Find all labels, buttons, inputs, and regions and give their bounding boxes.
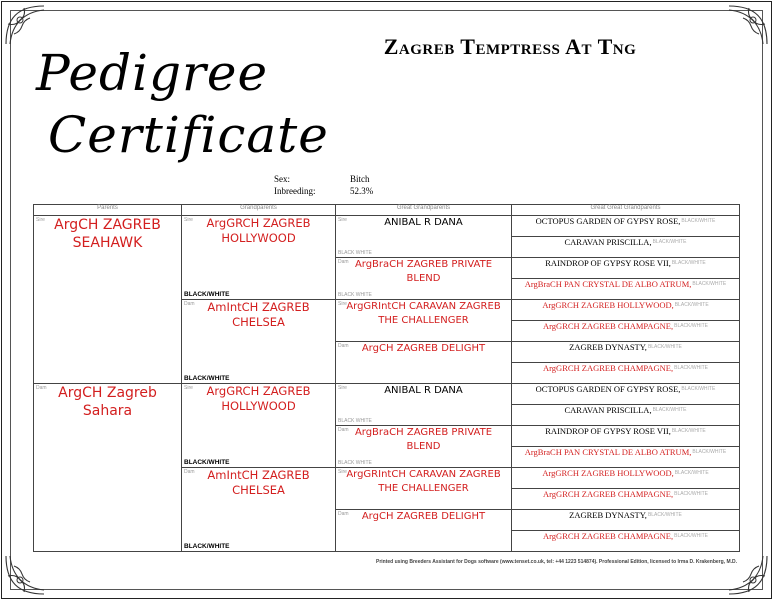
great-grandparent-color: BLACK WHITE <box>338 418 372 424</box>
dam-tag: Dam <box>338 343 349 349</box>
sire-tag: Sire <box>338 217 347 223</box>
ggg-color: BLACK/WHITE <box>681 218 716 224</box>
great-grandparent-cell <box>336 426 512 468</box>
ggg-color: BLACK/WHITE <box>674 323 709 329</box>
ggg-color: BLACK/WHITE <box>674 302 709 308</box>
dog-name: Zagreb Temptress At Tng <box>383 34 637 59</box>
ggg-cell <box>512 426 740 447</box>
ggg-name: ArgGRCH ZAGREB CHAMPAGNE, <box>542 321 674 331</box>
pedigree-header-row <box>34 205 740 216</box>
certificate-title-line1: Pedigree <box>36 44 269 102</box>
ggg-color: BLACK/WHITE <box>652 239 687 245</box>
grandparent-color: BLACK/WHITE <box>184 291 230 298</box>
ggg-cell <box>512 300 740 321</box>
great-grandparent-name: ArgBraCH ZAGREB PRIVATE BLEND <box>354 427 493 452</box>
ggg-name: ArgGRCH ZAGREB HOLLYWOOD, <box>542 468 674 478</box>
ggg-cell <box>512 279 740 300</box>
ggg-color: BLACK/WHITE <box>647 512 682 518</box>
ggg-cell <box>512 447 740 468</box>
great-grandparent-cell <box>336 258 512 300</box>
dam-tag: Dam <box>338 259 349 265</box>
ggg-name: ArgBraCH PAN CRYSTAL DE ALBO ATRUM, <box>524 447 692 457</box>
grandparent-name: ArgGRCH ZAGREB HOLLYWOOD <box>206 216 311 245</box>
great-grandparent-name: ANIBAL R DANA <box>384 217 463 228</box>
grandparent-color: BLACK/WHITE <box>184 375 230 382</box>
sire-tag: Sire <box>338 469 347 475</box>
footer-note: Printed using Breeders Assistant for Dogs software (www.tenset.co.uk, tel: +44 1223 514874). Professional Edition, licensed to Irma D. Krakenberg, M.D. <box>376 559 737 565</box>
sex-label: Sex: <box>274 174 291 184</box>
dam-tag: Dam <box>36 385 47 391</box>
ggg-color: BLACK/WHITE <box>674 491 709 497</box>
ggg-cell <box>512 321 740 342</box>
inbreeding-label: Inbreeding: <box>274 186 316 196</box>
sire-tag: Sire <box>184 385 193 391</box>
grandparent-color: BLACK/WHITE <box>184 543 230 550</box>
ggg-name: ZAGREB DYNASTY, <box>569 510 647 520</box>
ggg-cell <box>512 363 740 384</box>
inbreeding-value: 52.3% <box>350 186 374 196</box>
ggg-cell <box>512 384 740 405</box>
sire-tag: Sire <box>338 301 347 307</box>
corner-ornament-icon <box>727 4 769 46</box>
great-grandparent-color: BLACK WHITE <box>338 250 372 256</box>
sire-tag: Sire <box>184 217 193 223</box>
corner-ornament-icon <box>4 554 46 596</box>
great-grandparent-color: BLACK WHITE <box>338 292 372 298</box>
ggg-color: BLACK/WHITE <box>671 428 706 434</box>
great-grandparent-name: ArgGRIntCH CARAVAN ZAGREB THE CHALLENGER <box>346 301 501 326</box>
grandparent-cell <box>182 468 336 552</box>
dam-tag: Dam <box>338 511 349 517</box>
header-grandparents: Grandparents <box>182 205 336 216</box>
parent-sire-name: ArgCH ZAGREB SEAHAWK <box>54 217 161 251</box>
grandparent-name: ArgGRCH ZAGREB HOLLYWOOD <box>206 384 311 413</box>
parent-dam-cell <box>34 384 182 552</box>
ggg-name: ArgGRCH ZAGREB CHAMPAGNE, <box>542 363 674 373</box>
ggg-name: RAINDROP OF GYPSY ROSE VII, <box>545 258 671 268</box>
ggg-name: ArgGRCH ZAGREB CHAMPAGNE, <box>542 489 674 499</box>
ggg-color: BLACK/WHITE <box>674 365 709 371</box>
ggg-name: ArgBraCH PAN CRYSTAL DE ALBO ATRUM, <box>524 279 692 289</box>
grandparent-color: BLACK/WHITE <box>184 459 230 466</box>
corner-ornament-icon <box>4 4 46 46</box>
ggg-cell <box>512 237 740 258</box>
grandparent-name: AmIntCH ZAGREB CHELSEA <box>207 468 310 497</box>
header-great-grandparents: Great Grandparents <box>336 205 512 216</box>
ggg-color: BLACK/WHITE <box>647 344 682 350</box>
sire-tag: Sire <box>338 385 347 391</box>
ggg-cell <box>512 342 740 363</box>
pedigree-table <box>33 204 740 552</box>
header-great-great-grandparents: Great Great Grandparents <box>512 205 740 216</box>
grandparent-cell <box>182 300 336 384</box>
grandparent-cell <box>182 216 336 300</box>
ggg-color: BLACK/WHITE <box>652 407 687 413</box>
ggg-cell <box>512 468 740 489</box>
ggg-color: BLACK/WHITE <box>671 260 706 266</box>
ggg-name: OCTOPUS GARDEN OF GYPSY ROSE, <box>535 384 681 394</box>
great-grandparent-cell <box>336 468 512 510</box>
ggg-name: ArgGRCH ZAGREB CHAMPAGNE, <box>542 531 674 541</box>
ggg-color: BLACK/WHITE <box>674 533 709 539</box>
great-grandparent-cell <box>336 342 512 384</box>
dog-meta <box>274 173 373 197</box>
great-grandparent-cell <box>336 216 512 258</box>
great-grandparent-cell <box>336 510 512 552</box>
great-grandparent-cell <box>336 300 512 342</box>
sire-tag: Sire <box>36 217 45 223</box>
great-grandparent-name: ArgGRIntCH CARAVAN ZAGREB THE CHALLENGER <box>346 469 501 494</box>
ggg-color: BLACK/WHITE <box>692 449 727 455</box>
ggg-name: CARAVAN PRISCILLA, <box>564 237 652 247</box>
ggg-name: ZAGREB DYNASTY, <box>569 342 647 352</box>
ggg-cell <box>512 510 740 531</box>
ggg-cell <box>512 405 740 426</box>
ggg-cell <box>512 216 740 237</box>
ggg-name: CARAVAN PRISCILLA, <box>564 405 652 415</box>
great-grandparent-name: ANIBAL R DANA <box>384 385 463 396</box>
great-grandparent-name: ArgBraCH ZAGREB PRIVATE BLEND <box>354 259 493 284</box>
header-parents: Parents <box>34 205 182 216</box>
grandparent-name: AmIntCH ZAGREB CHELSEA <box>207 300 310 329</box>
ggg-cell <box>512 531 740 552</box>
ggg-cell <box>512 489 740 510</box>
grandparent-cell <box>182 384 336 468</box>
great-grandparent-cell <box>336 384 512 426</box>
great-grandparent-name: ArgCH ZAGREB DELIGHT <box>361 511 486 522</box>
dam-tag: Dam <box>338 427 349 433</box>
great-grandparent-name: ArgCH ZAGREB DELIGHT <box>361 343 486 354</box>
ggg-color: BLACK/WHITE <box>674 470 709 476</box>
ggg-color: BLACK/WHITE <box>692 281 727 287</box>
parent-sire-cell <box>34 216 182 384</box>
ggg-name: OCTOPUS GARDEN OF GYPSY ROSE, <box>535 216 681 226</box>
dam-tag: Dam <box>184 301 195 307</box>
sex-value: Bitch <box>350 174 370 184</box>
ggg-name: ArgGRCH ZAGREB HOLLYWOOD, <box>542 300 674 310</box>
certificate-title-line2: Certificate <box>48 106 329 164</box>
ggg-cell <box>512 258 740 279</box>
ggg-name: RAINDROP OF GYPSY ROSE VII, <box>545 426 671 436</box>
ggg-color: BLACK/WHITE <box>681 386 716 392</box>
parent-dam-name: ArgCH Zagreb Sahara <box>58 385 157 419</box>
great-grandparent-color: BLACK WHITE <box>338 460 372 466</box>
dam-tag: Dam <box>184 469 195 475</box>
